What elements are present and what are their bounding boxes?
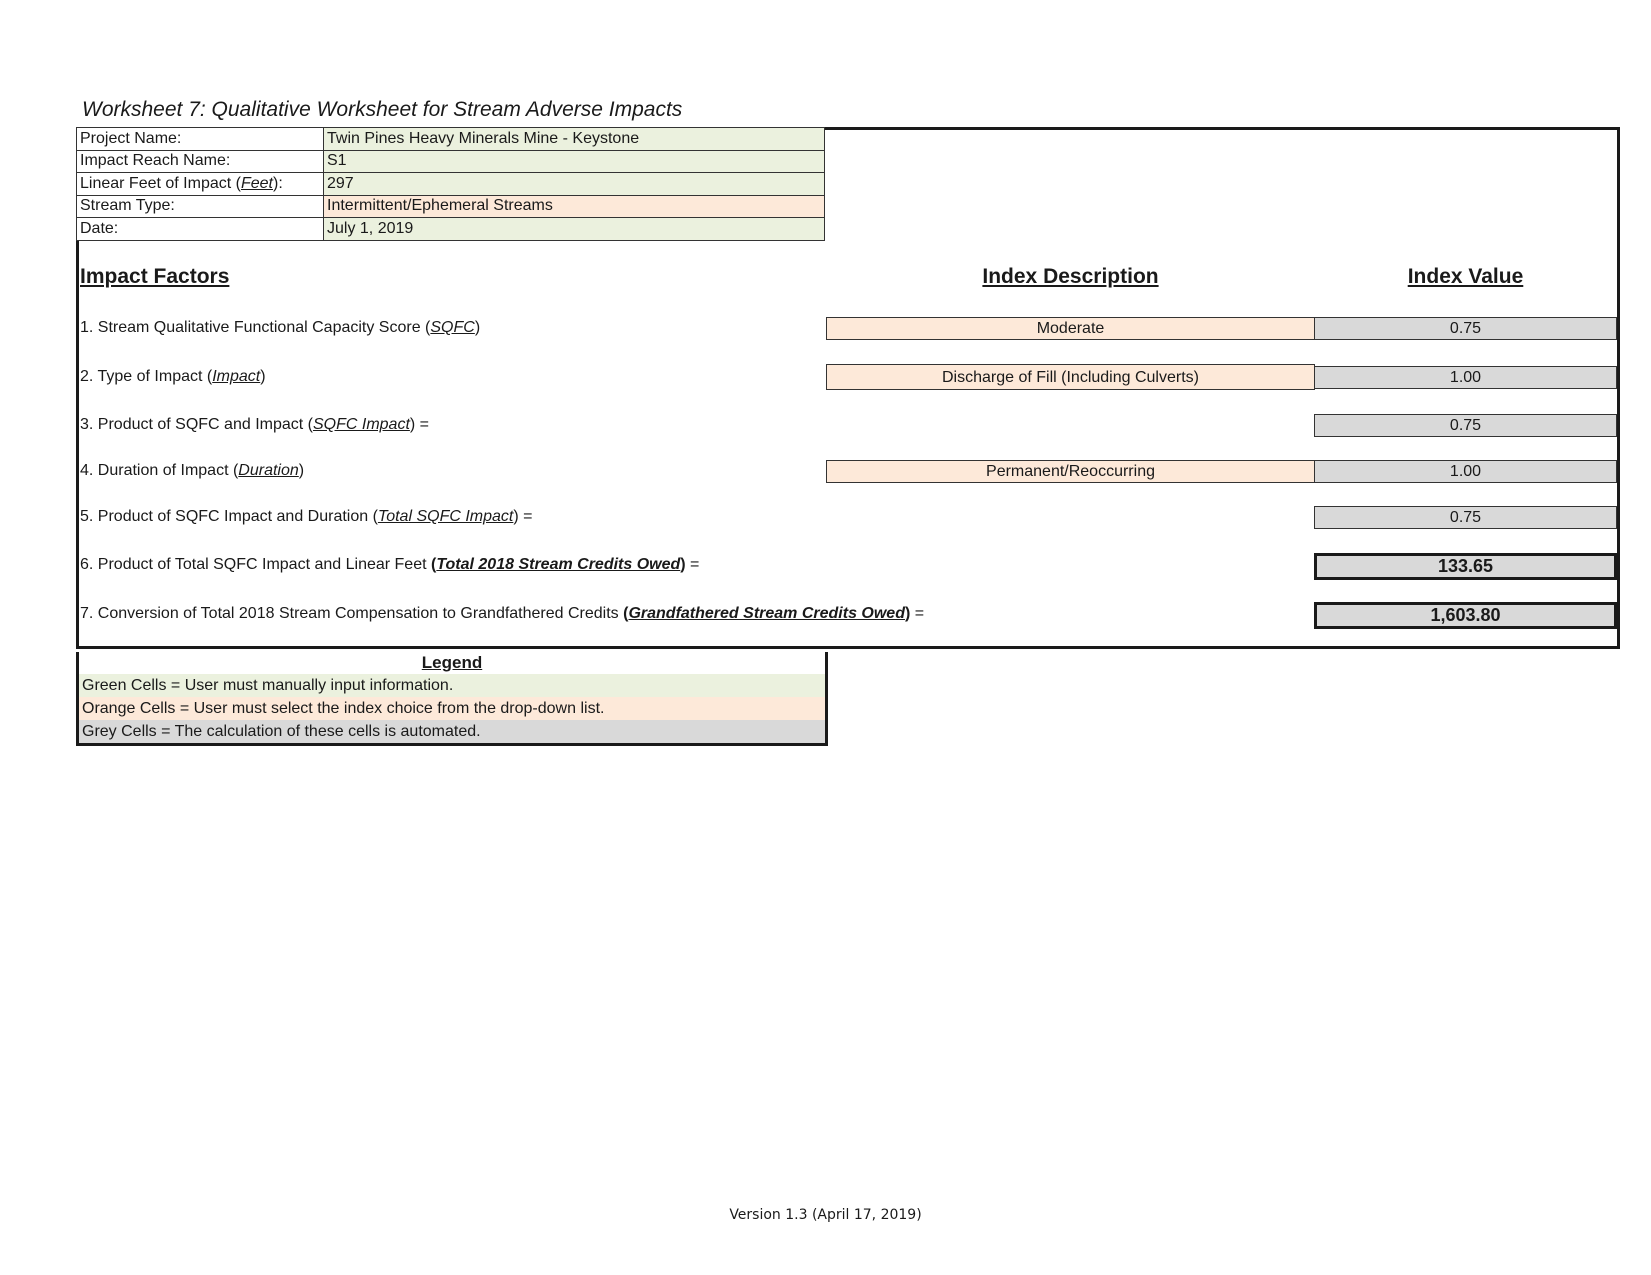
date-row (77, 218, 825, 241)
sqfc-description-select[interactable]: Moderate (826, 317, 1315, 340)
impact-type-value: 1.00 (1314, 366, 1617, 389)
row-impact-type-label: 2. Type of Impact (Impact) (80, 368, 266, 385)
linear-feet-label: Linear Feet of Impact (Feet): (77, 173, 324, 196)
impact-factors-heading: Impact Factors (80, 265, 230, 288)
linear-feet-field[interactable]: 297 (324, 173, 825, 196)
impact-type-select[interactable]: Discharge of Fill (Including Culverts) (826, 364, 1315, 390)
worksheet-title: Worksheet 7: Qualitative Worksheet for Stream Adverse Impacts (82, 98, 683, 121)
total-credits-owed-value: 133.65 (1314, 553, 1617, 580)
total-sqfc-impact-value: 0.75 (1314, 506, 1617, 529)
index-value-heading: Index Value (1407, 265, 1524, 288)
feet-term: Feet (240, 174, 273, 192)
project-name-label: Project Name: (77, 128, 324, 151)
reach-name-field[interactable]: S1 (324, 150, 825, 173)
legend-title: Legend (421, 653, 483, 672)
date-label: Date: (77, 218, 324, 241)
index-description-heading: Index Description (982, 265, 1159, 288)
project-name-row (77, 128, 825, 151)
reach-name-label: Impact Reach Name: (77, 150, 324, 173)
legend-grey: Grey Cells = The calculation of these cells is automated. (79, 720, 825, 743)
row-sqfc-impact-label: 3. Product of SQFC and Impact (SQFC Impact) = (80, 416, 430, 433)
linear-feet-row (77, 173, 825, 196)
version-footer: Version 1.3 (April 17, 2019) (729, 1207, 922, 1223)
project-name-field[interactable]: Twin Pines Heavy Minerals Mine - Keystone (324, 128, 825, 151)
row-duration-label: 4. Duration of Impact (Duration) (80, 462, 305, 479)
legend-orange: Orange Cells = User must select the index choice from the drop-down list. (79, 697, 825, 720)
duration-select[interactable]: Permanent/Reoccurring (826, 460, 1315, 483)
row-total-credits-label: 6. Product of Total SQFC Impact and Linear Feet (Total 2018 Stream Credits Owed) = (80, 556, 700, 573)
row-grandfathered-label: 7. Conversion of Total 2018 Stream Compensation to Grandfathered Credits (Grandfathered Stream Credits Owed) = (80, 605, 925, 622)
stream-type-select[interactable]: Intermittent/Ephemeral Streams (324, 195, 825, 218)
row-sqfc-label: 1. Stream Qualitative Functional Capacity Score (SQFC) (80, 319, 481, 336)
duration-value: 1.00 (1314, 460, 1617, 483)
sqfc-impact-value: 0.75 (1314, 414, 1617, 437)
reach-name-row (77, 150, 825, 173)
legend-green: Green Cells = User must manually input information. (79, 674, 825, 697)
stream-type-label: Stream Type: (77, 195, 324, 218)
grandfathered-credits-value: 1,603.80 (1314, 602, 1617, 629)
sqfc-value: 0.75 (1314, 317, 1617, 340)
date-field[interactable]: July 1, 2019 (324, 218, 825, 241)
row-total-sqfc-label: 5. Product of SQFC Impact and Duration (Total SQFC Impact) = (80, 508, 533, 525)
project-info-table (76, 127, 825, 241)
stream-type-row (77, 195, 825, 218)
legend-box (76, 652, 828, 746)
